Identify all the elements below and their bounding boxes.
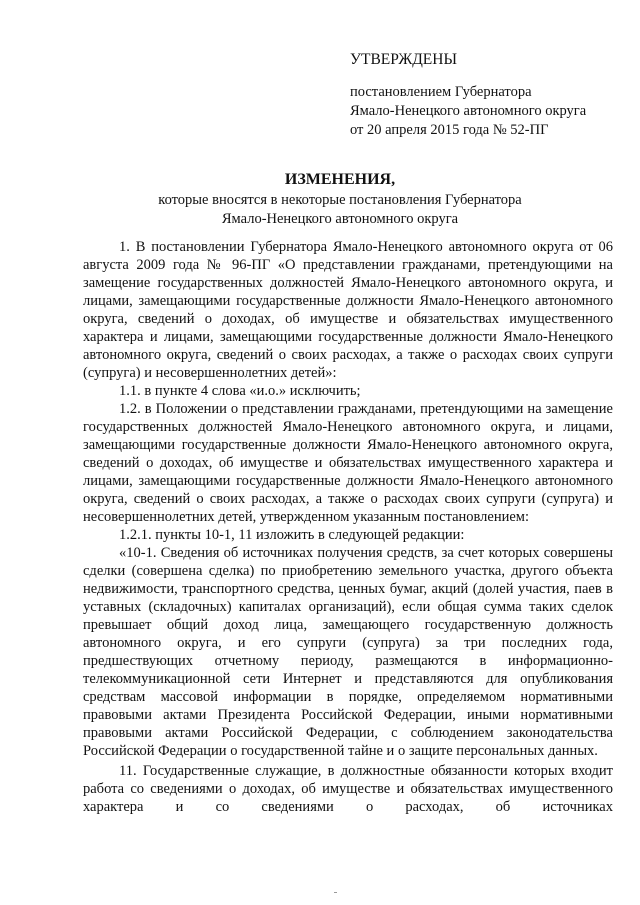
paragraph-11: 11. Государственные служащие, в должностные обязанности которых входит работа со сведениями о доходах, об имуществе и обязательствах имущественного характера и со сведениями о расходах, об источниках [83, 763, 613, 815]
paragraph-10-1: «10-1. Сведения об источниках получения средств, за счет которых совершены сделки (совершена сделка) по приобретению земельного участка, другого объекта недвижимости, транспортного средства, ценных бумаг, акций (долей участия, паев в уставных (складочных) капиталах организаций), если общая сумма таких сделок превышает общий доход лица, замещающего государственную должность автономного округа, и его супруги (супруга) за три последних года, предшествующих отчетному периоду, размещаются в информационно-телекоммуникационной сети Интернет и представляются для опубликования средствам массовой информации в порядке, определяемом нормативными правовыми актами Президента Российской Федерации, иными нормативными правовыми актами Российской Федерации, с соблюдением законодательства Российской Федерации о государственной тайне и о защите персональных данных. [83, 545, 613, 759]
document-body [83, 238, 613, 816]
approval-line-3: от 20 апреля 2015 года № 52-ПГ [350, 122, 549, 138]
paragraph-1-2-1: 1.2.1. пункты 10-1, 11 изложить в следующей редакции: [119, 527, 465, 543]
document-title: ИЗМЕНЕНИЯ, [284, 171, 396, 188]
approval-line-2: Ямало-Ненецкого автономного округа [350, 103, 587, 119]
document-title-block [80, 170, 600, 229]
paragraph-1-2: 1.2. в Положении о представлении гражданами, претендующими на замещение государственных должностей Ямало-Ненецкого автономного округа, и лицами, замещающими государственные должности Ямало-Ненецкого автономного округа, сведений о доходах, об имуществе и обязательствах имущественного характера и лицами, замещающими государственные должности Ямало-Ненецкого автономного округа, сведений о своих расходах, а также о расходах своих супруги (супруга) и несовершеннолетних детей, утвержденном указанным постановлением: [83, 401, 613, 525]
approval-heading: УТВЕРЖДЕНЫ [350, 51, 457, 68]
document-subtitle-2: Ямало-Ненецкого автономного округа [221, 211, 459, 227]
document-subtitle-1: которые вносятся в некоторые постановления Губернатора [158, 192, 522, 208]
page-mark [334, 892, 337, 893]
paragraph-1: 1. В постановлении Губернатора Ямало-Ненецкого автономного округа от 06 августа 2009 года № 96-ПГ «О представлении гражданами, претендующими на замещение государственных должностей Ямало-Ненецкого автономного округа, и лицами, замещающими государственные должности Ямало-Ненецкого автономного округа, сведений о доходах, об имуществе и обязательствах имущественного характера и лицами, замещающими государственные должности Ямало-Ненецкого автономного округа, сведений о своих расходах, а также о расходах своих супруги (супруга) и несовершеннолетних детей»: [83, 239, 613, 381]
paragraph-1-1: 1.1. в пункте 4 слова «и.о.» исключить; [119, 383, 361, 399]
approval-block [350, 50, 630, 140]
approval-line-1: постановлением Губернатора [350, 84, 532, 100]
